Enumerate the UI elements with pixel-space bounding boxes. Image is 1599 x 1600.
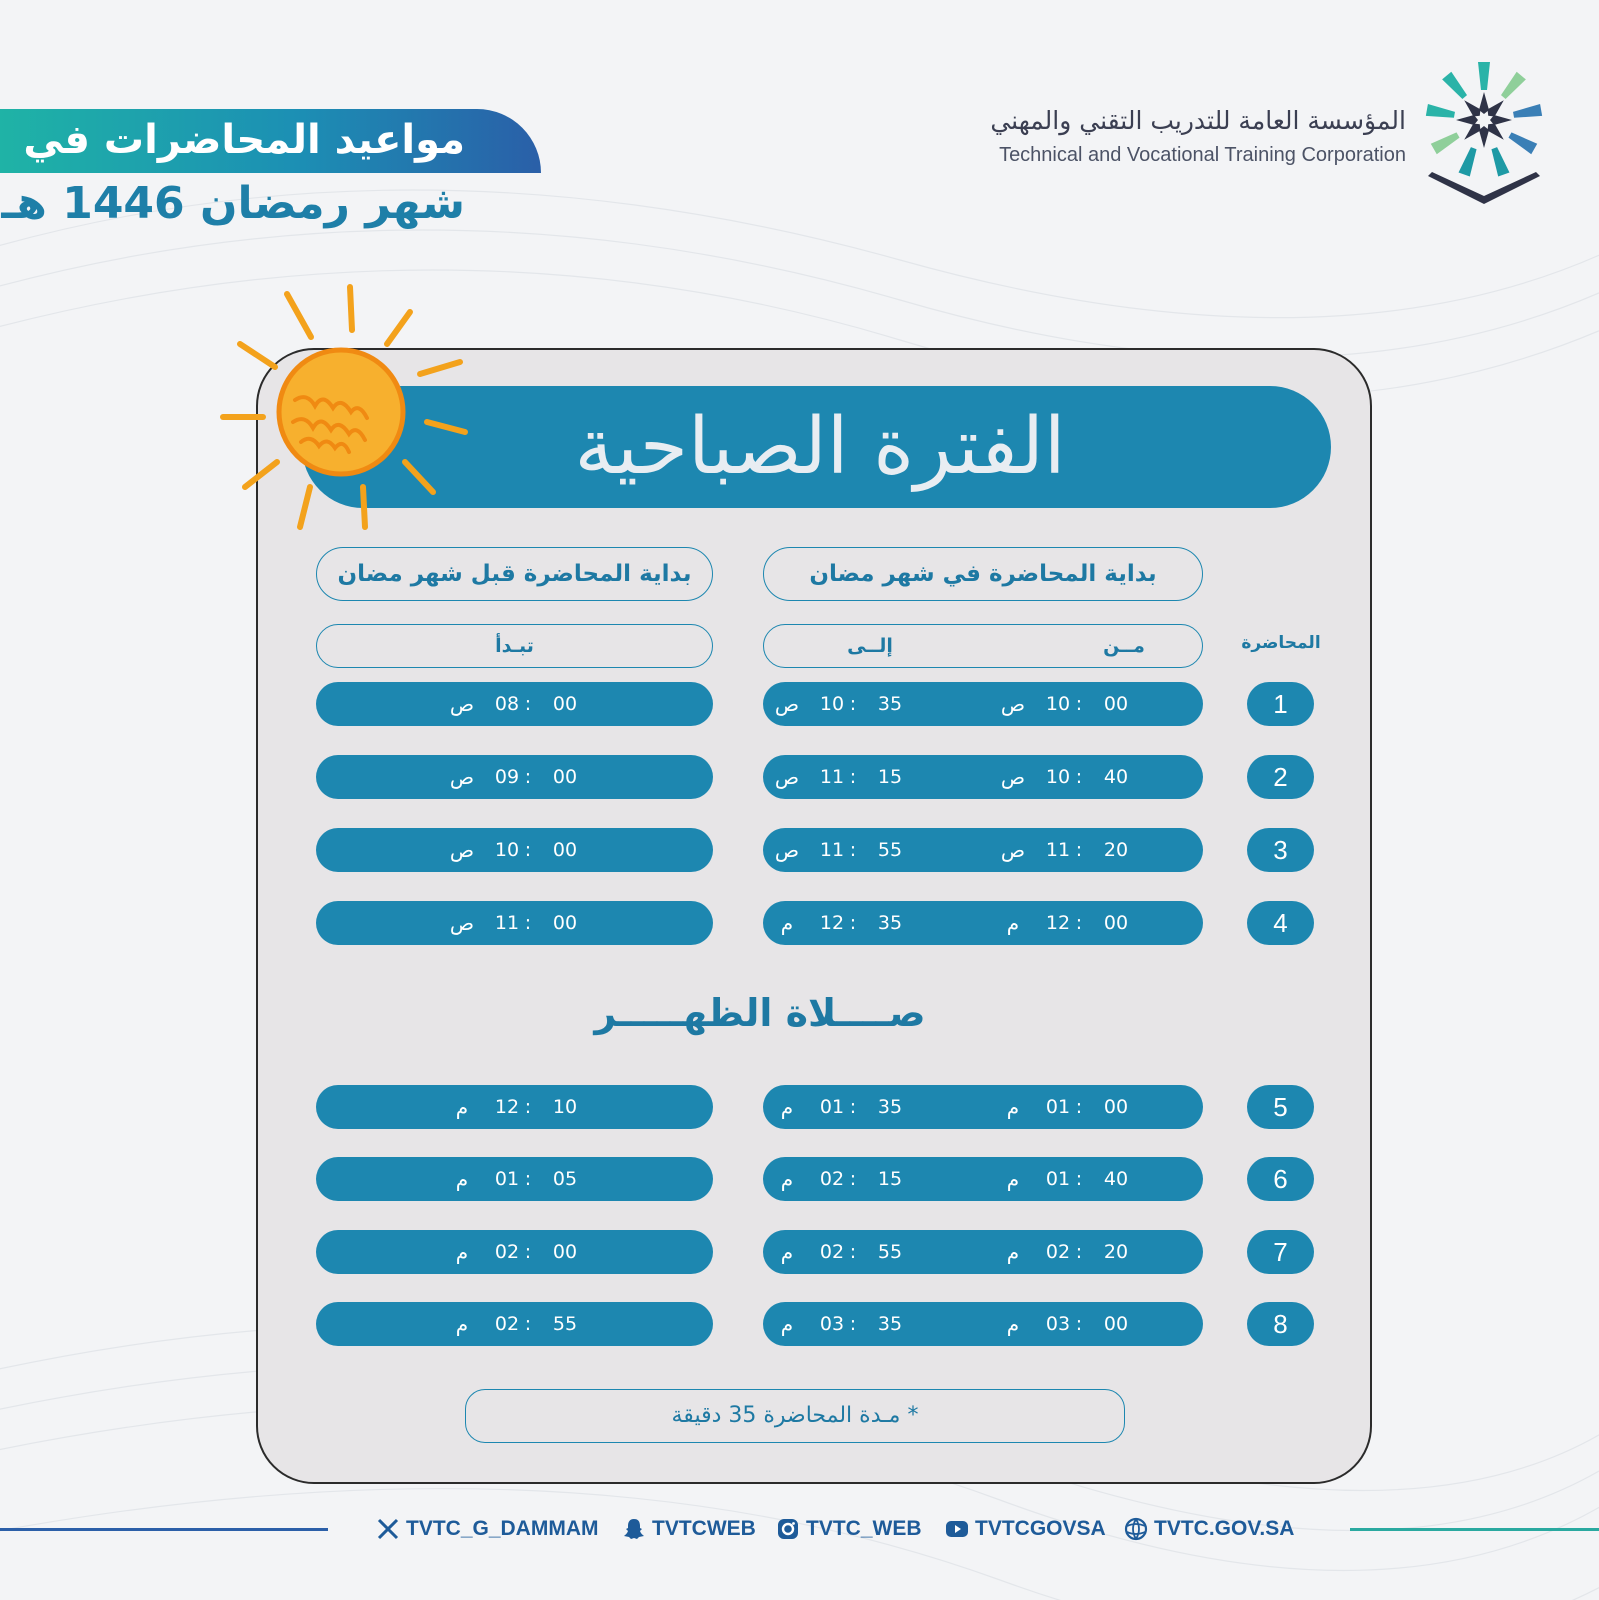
time-separator: :	[524, 766, 532, 788]
time-separator: :	[524, 1168, 532, 1190]
am-pm-marker: م	[455, 1095, 469, 1119]
am-pm-marker: م	[1006, 911, 1020, 935]
ramadan-time-row	[763, 1157, 1203, 1201]
am-pm-marker: ص	[449, 838, 475, 862]
minute-value: 00	[1103, 912, 1129, 934]
hour-value: 12	[494, 1096, 520, 1118]
x-link[interactable]	[376, 1512, 599, 1546]
page-title-line1: مواعيد المحاضرات في	[23, 117, 465, 163]
hour-value: 10	[494, 839, 520, 861]
youtube-handle: TVTCGOVSA	[975, 1517, 1106, 1540]
am-pm-marker: م	[780, 1240, 794, 1264]
hour-value: 01	[1045, 1096, 1071, 1118]
snapchat-icon	[622, 1517, 646, 1541]
lecture-number: 4	[1247, 901, 1314, 945]
am-pm-marker: ص	[449, 911, 475, 935]
lecture-number: 8	[1247, 1302, 1314, 1346]
hour-value: 10	[819, 693, 845, 715]
am-pm-marker: م	[780, 1312, 794, 1336]
hour-value: 12	[819, 912, 845, 934]
time-separator: :	[1075, 1096, 1083, 1118]
hour-value: 03	[819, 1313, 845, 1335]
am-pm-marker: ص	[1000, 692, 1026, 716]
am-pm-marker: م	[780, 911, 794, 935]
am-pm-marker: م	[1006, 1167, 1020, 1191]
am-pm-marker: ص	[1000, 765, 1026, 789]
time-separator: :	[849, 766, 857, 788]
hour-value: 01	[494, 1168, 520, 1190]
from-label: مــن	[1103, 635, 1145, 657]
time-separator: :	[524, 912, 532, 934]
globe-icon	[1124, 1517, 1148, 1541]
website-url: TVTC.GOV.SA	[1154, 1517, 1295, 1540]
minute-value: 10	[552, 1096, 578, 1118]
minute-value: 00	[552, 839, 578, 861]
ramadan-time-row	[763, 755, 1203, 799]
minute-value: 35	[877, 1096, 903, 1118]
minute-value: 35	[877, 693, 903, 715]
before-ramadan-time-row	[316, 1302, 713, 1346]
time-separator: :	[849, 1313, 857, 1335]
am-pm-marker: م	[1006, 1312, 1020, 1336]
instagram-icon	[776, 1517, 800, 1541]
tvtc-logo	[1418, 58, 1550, 208]
time-separator: :	[849, 693, 857, 715]
minute-value: 00	[552, 912, 578, 934]
youtube-icon	[945, 1517, 969, 1541]
time-separator: :	[524, 693, 532, 715]
am-pm-marker: ص	[774, 838, 800, 862]
ramadan-time-row	[763, 1085, 1203, 1129]
am-pm-marker: ص	[774, 765, 800, 789]
am-pm-marker: ص	[1000, 838, 1026, 862]
ramadan-time-row	[763, 1302, 1203, 1346]
col-header-ramadan: بداية المحاضرة في شهر مضان	[763, 547, 1203, 601]
minute-value: 55	[877, 839, 903, 861]
ramadan-time-row	[763, 1230, 1203, 1274]
footer-line-left	[0, 1528, 328, 1531]
time-separator: :	[1075, 1313, 1083, 1335]
ramadan-time-row	[763, 828, 1203, 872]
hour-value: 08	[494, 693, 520, 715]
minute-value: 55	[877, 1241, 903, 1263]
before-ramadan-time-row	[316, 682, 713, 726]
minute-value: 20	[1103, 839, 1129, 861]
lecture-number: 5	[1247, 1085, 1314, 1129]
time-separator: :	[524, 839, 532, 861]
before-ramadan-time-row	[316, 828, 713, 872]
hour-value: 02	[1045, 1241, 1071, 1263]
lecture-number: 6	[1247, 1157, 1314, 1201]
minute-value: 05	[552, 1168, 578, 1190]
snapchat-handle: TVTCWEB	[652, 1517, 756, 1540]
time-separator: :	[1075, 693, 1083, 715]
hour-value: 02	[819, 1168, 845, 1190]
org-name-arabic: المؤسسة العامة للتدريب التقني والمهني	[990, 106, 1406, 135]
instagram-link[interactable]	[776, 1512, 922, 1546]
org-name-english: Technical and Vocational Training Corporation	[999, 144, 1406, 166]
hour-value: 02	[494, 1241, 520, 1263]
hour-value: 11	[819, 766, 845, 788]
time-separator: :	[524, 1241, 532, 1263]
time-separator: :	[1075, 912, 1083, 934]
lecture-number: 7	[1247, 1230, 1314, 1274]
minute-value: 20	[1103, 1241, 1129, 1263]
minute-value: 00	[552, 693, 578, 715]
hour-value: 10	[1045, 766, 1071, 788]
ramadan-time-row	[763, 682, 1203, 726]
minute-value: 40	[1103, 1168, 1129, 1190]
from-to-header	[763, 624, 1203, 668]
to-label: إلــى	[847, 635, 893, 657]
minute-value: 00	[552, 766, 578, 788]
minute-value: 00	[1103, 1096, 1129, 1118]
minute-value: 15	[877, 1168, 903, 1190]
hour-value: 02	[819, 1241, 845, 1263]
before-ramadan-time-row	[316, 901, 713, 945]
lecture-number: 2	[1247, 755, 1314, 799]
youtube-link[interactable]	[945, 1512, 1106, 1546]
footer-line-right	[1350, 1528, 1599, 1531]
am-pm-marker: ص	[449, 765, 475, 789]
lecture-number: 1	[1247, 682, 1314, 726]
x-handle: TVTC_G_DAMMAM	[406, 1517, 599, 1540]
before-ramadan-time-row	[316, 755, 713, 799]
minute-value: 35	[877, 1313, 903, 1335]
time-separator: :	[1075, 1168, 1083, 1190]
time-separator: :	[849, 1241, 857, 1263]
col-header-before-ramadan: بداية المحاضرة قبل شهر مضان	[316, 547, 713, 601]
am-pm-marker: م	[1006, 1240, 1020, 1264]
time-separator: :	[1075, 839, 1083, 861]
hour-value: 02	[494, 1313, 520, 1335]
x-icon	[376, 1517, 400, 1541]
dhuhr-prayer-label: صــــلاة الظهـــــر	[594, 991, 926, 1035]
minute-value: 40	[1103, 766, 1129, 788]
minute-value: 35	[877, 912, 903, 934]
am-pm-marker: م	[780, 1167, 794, 1191]
minute-value: 15	[877, 766, 903, 788]
website-link[interactable]	[1124, 1512, 1294, 1546]
hour-value: 11	[494, 912, 520, 934]
hour-value: 11	[1045, 839, 1071, 861]
hour-value: 09	[494, 766, 520, 788]
time-separator: :	[524, 1313, 532, 1335]
am-pm-marker: م	[780, 1095, 794, 1119]
am-pm-marker: ص	[449, 692, 475, 716]
lecture-duration-note: * مـدة المحاضرة 35 دقيقة	[465, 1389, 1125, 1443]
starts-header: تبـدأ	[316, 624, 713, 668]
time-separator: :	[849, 912, 857, 934]
time-separator: :	[849, 839, 857, 861]
am-pm-marker: م	[455, 1167, 469, 1191]
before-ramadan-time-row	[316, 1085, 713, 1129]
time-separator: :	[1075, 766, 1083, 788]
period-title: الفترة الصباحية	[574, 402, 1066, 492]
instagram-handle: TVTC_WEB	[806, 1517, 922, 1540]
am-pm-marker: م	[1006, 1095, 1020, 1119]
snapchat-link[interactable]	[622, 1512, 756, 1546]
lecture-number: 3	[1247, 828, 1314, 872]
hour-value: 12	[1045, 912, 1071, 934]
lecture-column-label: المحاضرة	[1241, 633, 1321, 653]
am-pm-marker: ص	[774, 692, 800, 716]
hour-value: 10	[1045, 693, 1071, 715]
page-title-line2: شهر رمضان 1446 هـ	[1, 178, 465, 229]
before-ramadan-time-row	[316, 1157, 713, 1201]
hour-value: 11	[819, 839, 845, 861]
minute-value: 00	[1103, 693, 1129, 715]
minute-value: 55	[552, 1313, 578, 1335]
time-separator: :	[849, 1096, 857, 1118]
hour-value: 01	[819, 1096, 845, 1118]
ramadan-time-row	[763, 901, 1203, 945]
time-separator: :	[1075, 1241, 1083, 1263]
before-ramadan-time-row	[316, 1230, 713, 1274]
sun-icon	[215, 282, 485, 552]
hour-value: 03	[1045, 1313, 1071, 1335]
minute-value: 00	[1103, 1313, 1129, 1335]
am-pm-marker: م	[455, 1240, 469, 1264]
minute-value: 00	[552, 1241, 578, 1263]
hour-value: 01	[1045, 1168, 1071, 1190]
time-separator: :	[849, 1168, 857, 1190]
time-separator: :	[524, 1096, 532, 1118]
am-pm-marker: م	[455, 1312, 469, 1336]
